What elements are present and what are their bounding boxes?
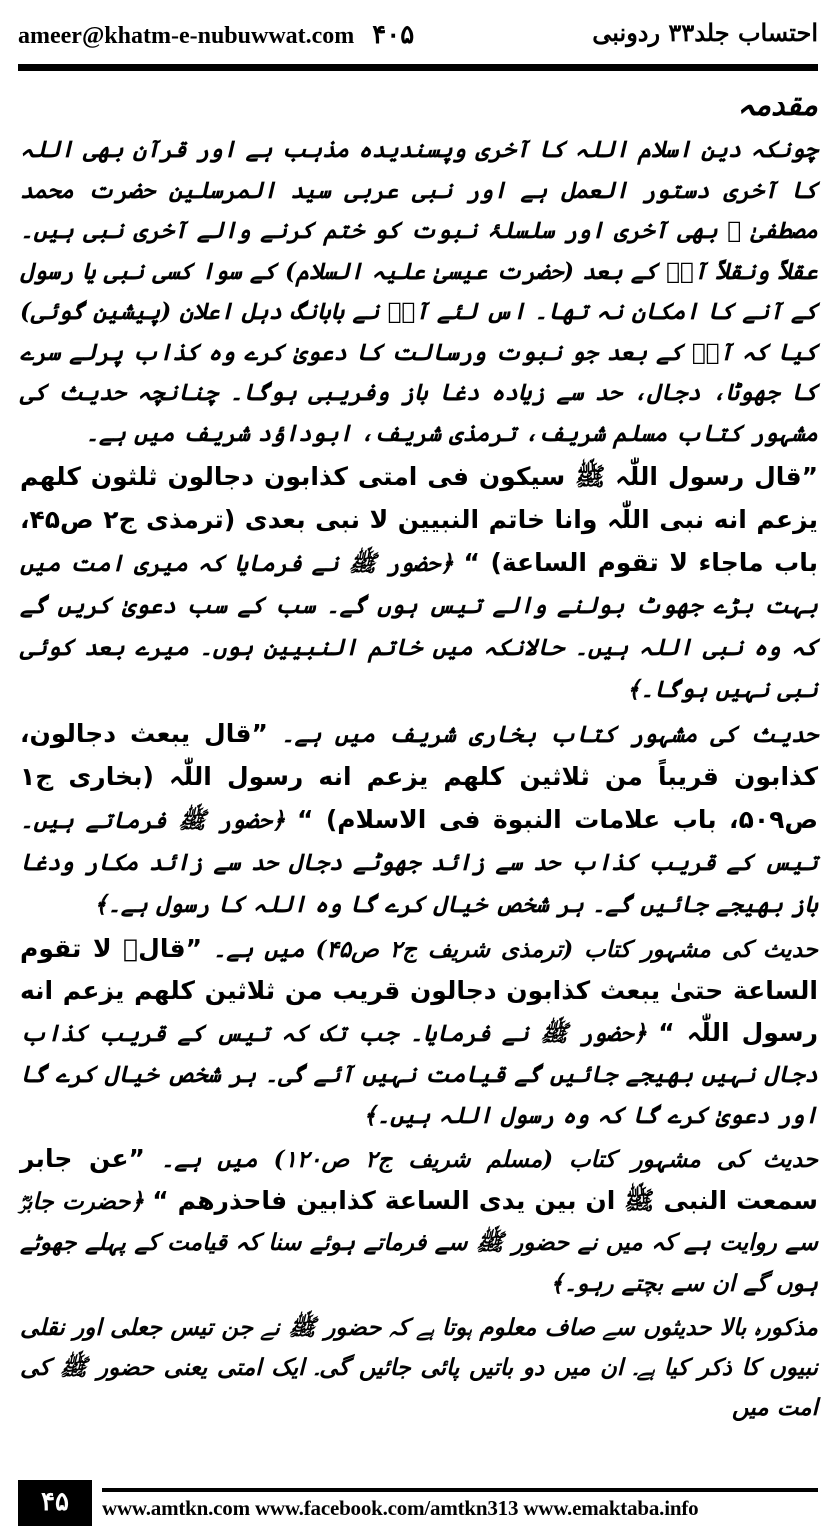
footer-links[interactable]: www.amtkn.com www.facebook.com/amtkn313 www.emaktaba.info (102, 1496, 699, 1520)
hadith-2-arabic: ”قال یبعث دجالون، کذابون قریباً من ثلاثین کلھم یزعم انه رسول اللّٰہ (بخاری ج۱ ص۵۰۹، باب علامات النبوة فی الاسلام) “ (20, 719, 818, 834)
intro-paragraph: چونکہ دین اسلام اللہ کا آخری وپسندیدہ مذہب ہے اور قرآن بھی اللہ کا آخری دستور العمل ہے اور نبی عربی سید المرسلین حضرت محمد مصطفیٰ ﷺ بھی آخری اور سلسلۂ نبوت کو ختم کرنے والے آخری نبی ہیں۔ عقلاً ونقلاً آپؐ کے بعد (حضرت عیسیٰ علیہ السلام) کے سوا کسی نبی یا رسول کے آنے کا امکان نہ تھا۔ اس لئے آپؐ نے بابانگ دہل اعلان (پیشین گوئی) کیا کہ آپؐ کے بعد جو نبوت ورسالت کا دعویٰ کرے وہ کذاب پرلے سرے کا جھوٹا، دجال، حد سے زیادہ دغا باز وفریبی ہوگا۔ چنانچہ حدیث کی مشہور کتاب مسلم شریف، ترمذی شریف، ابوداؤد شریف میں ہے۔ (20, 136, 818, 447)
hadith-4-paragraph (20, 1138, 818, 1304)
article-title: مقدمہ (737, 88, 818, 123)
header-book-title: احتساب جلد۳۳ ردونبی (592, 18, 818, 47)
hadith-3-translation: ﴿حضور ﷺ نے فرمایا۔ جب تک کہ تیس کے قریب کذاب دجال نہیں بھیجے جائیں گے قیامت نہیں آئے گی۔ ہر شخص خیال کرے گا اور دعویٰ کرے گا کہ وہ رسول اللہ ہیں۔﴾ (20, 1020, 818, 1129)
hadith-3-paragraph (20, 928, 818, 1136)
hadith-4-intro: حدیث کی مشہور کتاب (مسلم شریف ج۲ ص۱۲۰) میں ہے۔ (160, 1146, 818, 1173)
footer-page-badge: ۴۵ (18, 1480, 92, 1526)
hadith-1-paragraph (20, 456, 818, 711)
header-divider (18, 64, 818, 71)
page-footer (18, 1480, 818, 1526)
hadith-3-intro: حدیث کی مشہور کتاب (ترمذی شریف ج۲ ص۴۵) میں ہے۔ (212, 936, 818, 963)
hadith-1-arabic: ”قال رسول اللّٰہ ﷺ سیکون فی امتی کذابون دجالون ثلثون کلھم یزعم انه نبی اللّٰہ وانا خاتم النبیین لا نبی بعدی (ترمذی ج۲ ص۴۵، باب ماجاء لا تقوم الساعة) “ (20, 462, 819, 577)
header-page-number: ۴۰۵ (372, 20, 415, 50)
hadith-2-translation: ﴿حضور ﷺ فرماتے ہیں۔ تیس کے قریب کذاب حد سے زائد جھوٹے دجال حد سے زائد مکار ودغا باز بھیجے جائیں گے۔ ہر شخص خیال کرے گا وہ اللہ کا رسول ہے۔﴾ (20, 807, 818, 918)
conclusion-paragraph: مذکورہ بالا حدیثوں سے صاف معلوم ہوتا ہے کہ حضور ﷺ نے جن تیس جعلی اور نقلی نبیوں کا ذکر کیا ہے۔ ان میں دو باتیں پائی جائیں گی۔ ایک امتی یعنی حضور ﷺ کی امت میں (20, 1314, 818, 1421)
header-email: ameer@khatm-e-nubuwwat.com (18, 23, 355, 49)
hadith-1-translation: ﴿حضور ﷺ نے فرمایا کہ میری امت میں بہت بڑے جھوٹ بولنے والے تیس ہوں گے۔ سب کے سب دعویٰ کریں گے کہ وہ نبی اللہ ہیں۔ حالانکہ میں خاتم النبیین ہوں۔ میرے بعد کوئی نبی نہیں ہوگا۔﴾ (20, 550, 818, 703)
hadith-2-intro: حدیث کی مشہور کتاب بخاری شریف میں ہے۔ (281, 721, 818, 748)
header-left (18, 20, 414, 50)
article-body (20, 82, 818, 1428)
hadith-2-paragraph (20, 713, 818, 926)
hadith-4-arabic: ”عن جابر سمعت النبی ﷺ ان بین یدی الساعة کذابین فاحذرھم “ (20, 1144, 818, 1215)
hadith-3-arabic: ”قالؐ لا تقوم الساعة حتیٰ یبعث کذابون دجالون قریب من ثلاثین کلھم یزعم انه رسول اللّٰہ “ (20, 934, 818, 1047)
page-header (18, 18, 818, 58)
hadith-4-translation: ﴿حضرت جابرؓ سے روایت ہے کہ میں نے حضور ﷺ سے فرماتے ہوئے سنا کہ قیامت کے پہلے جھوٹے ہوں گے ان سے بچتے رہو۔﴾ (20, 1188, 818, 1297)
